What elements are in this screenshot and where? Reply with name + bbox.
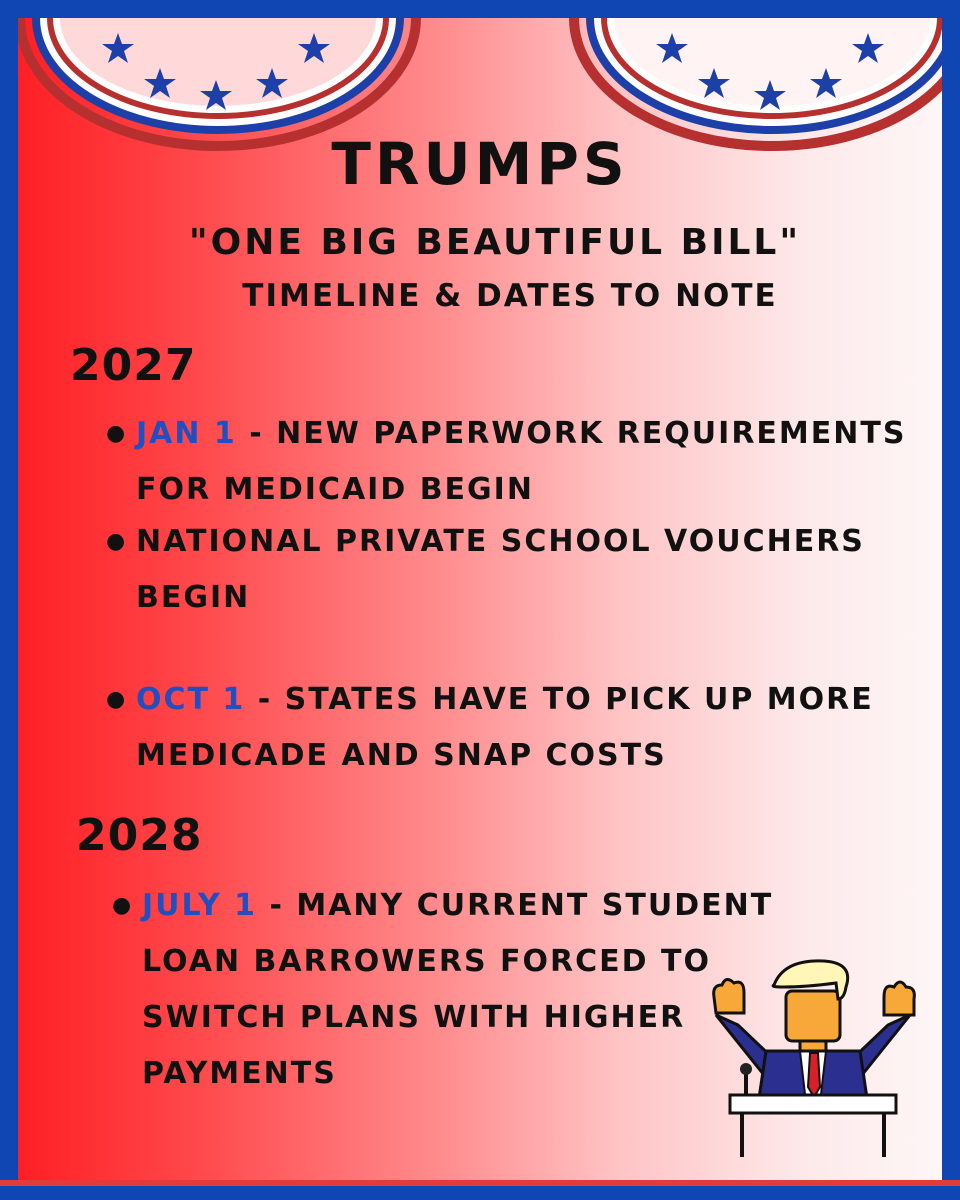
timeline-date: OCT 1 (136, 682, 246, 717)
timeline-item-line (142, 878, 773, 934)
timeline-date: JULY 1 (142, 888, 258, 923)
timeline-date: JAN 1 (136, 416, 237, 451)
timeline-text: - MANY CURRENT STUDENT (257, 888, 774, 923)
poster-subtitle: "ONE BIG BEAUTIFUL BILL" (188, 222, 802, 263)
poster-title: TRUMPS (331, 130, 629, 198)
year-heading: 2028 (76, 810, 203, 861)
bullet-icon: ● (112, 893, 134, 918)
timeline-text: BEGIN (136, 580, 251, 615)
bullet-icon: ● (106, 421, 128, 446)
timeline-item (106, 672, 874, 784)
timeline-text: SWITCH PLANS WITH HIGHER (142, 1000, 686, 1035)
bullet-icon: ● (106, 529, 128, 554)
timeline-item-line (136, 406, 906, 462)
timeline-text: LOAN BARROWERS FORCED TO (142, 944, 711, 979)
timeline-text: MEDICADE AND SNAP COSTS (136, 738, 667, 773)
speaker-at-podium-illustration (708, 955, 918, 1160)
timeline-item (112, 878, 774, 1102)
poster-tagline: TIMELINE & DATES TO NOTE (242, 278, 778, 314)
timeline-item-line (136, 672, 874, 728)
timeline-text: PAYMENTS (142, 1056, 337, 1091)
timeline-text: NATIONAL PRIVATE SCHOOL VOUCHERS (136, 524, 865, 559)
timeline-item (106, 406, 907, 518)
timeline-text: - STATES HAVE TO PICK UP MORE (245, 682, 874, 717)
year-heading: 2027 (70, 340, 197, 391)
timeline-item (106, 514, 865, 626)
timeline-text: - NEW PAPERWORK REQUIREMENTS (236, 416, 907, 451)
timeline-text: FOR MEDICAID BEGIN (136, 472, 534, 507)
bottom-stripe (0, 1180, 960, 1186)
bullet-icon: ● (106, 687, 128, 712)
